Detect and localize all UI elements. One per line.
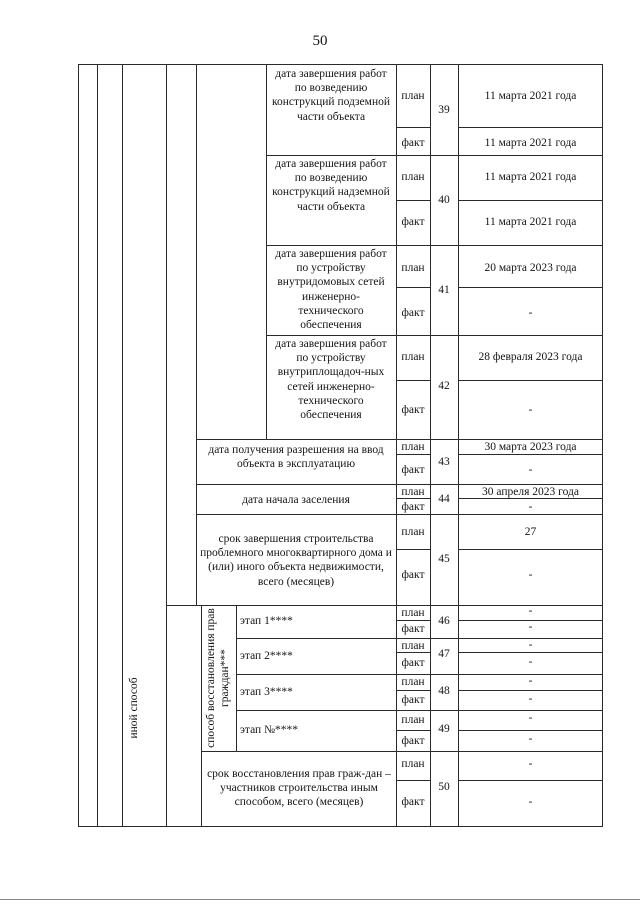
planfact-line	[458, 287, 603, 288]
fact-value: -	[528, 733, 533, 745]
plan-value: 20 марта 2023 года	[484, 262, 577, 274]
planfact-line	[458, 690, 603, 691]
fact-value: -	[528, 656, 533, 668]
plan-value: 30 марта 2023 года	[484, 441, 577, 453]
planfact-line	[458, 200, 603, 201]
row-line	[266, 335, 603, 336]
plan-label: план	[401, 758, 425, 770]
plan-value: 11 марта 2021 года	[484, 90, 577, 102]
plan-value: 11 марта 2021 года	[484, 171, 577, 183]
col-line	[166, 64, 167, 826]
fact-value: -	[528, 621, 533, 633]
fact-label: факт	[401, 404, 425, 416]
fact-label: факт	[401, 569, 425, 581]
planfact-line	[396, 200, 430, 201]
fact-label: факт	[401, 657, 425, 669]
row-number: 39	[438, 104, 450, 116]
plan-label: план	[401, 90, 425, 102]
stage-label: этап №****	[240, 724, 299, 736]
row-line	[201, 751, 603, 752]
col-line	[196, 64, 197, 605]
plan-value: -	[528, 675, 533, 687]
plan-value: -	[528, 639, 533, 651]
border-left	[78, 64, 79, 826]
planfact-line	[458, 127, 603, 128]
page-number: 50	[312, 33, 328, 49]
plan-label: план	[401, 676, 425, 688]
col-line	[236, 605, 237, 751]
row-number: 45	[438, 553, 450, 565]
planfact-line	[396, 380, 430, 381]
row-label: срок восстановления прав граж-дан – участников строительства иным способом, всего (месяцев)	[207, 768, 391, 809]
fact-value: -	[528, 307, 533, 319]
row-label: дата завершения работ по возведению конструкций надземной части объекта	[272, 158, 390, 213]
fact-label: факт	[401, 796, 425, 808]
stage-label: этап 3****	[240, 686, 293, 698]
fact-label: факт	[401, 735, 425, 747]
planfact-line	[458, 780, 603, 781]
plan-label: план	[401, 526, 425, 538]
border-bottom	[78, 826, 603, 827]
col-line	[97, 64, 98, 826]
fact-label: факт	[401, 694, 425, 706]
fact-value: -	[528, 693, 533, 705]
row-line	[266, 245, 603, 246]
col-line	[201, 605, 202, 826]
border-top	[78, 64, 603, 65]
plan-label: план	[401, 640, 425, 652]
fact-value: -	[528, 501, 533, 513]
row-label: дата завершения работ по устройству внутриплощадоч-ных сетей инженерно-технического обеспечения	[275, 338, 387, 422]
plan-label: план	[401, 486, 425, 498]
fact-value: -	[528, 404, 533, 416]
fact-value: -	[528, 569, 533, 581]
fact-value: -	[528, 464, 533, 476]
planfact-line	[396, 287, 430, 288]
planfact-line	[396, 549, 430, 550]
plan-label: план	[401, 171, 425, 183]
plan-value: 28 февраля 2023 года	[478, 351, 583, 363]
row-line	[266, 155, 603, 156]
row-number: 50	[438, 781, 450, 793]
planfact-line	[396, 690, 430, 691]
plan-value: 27	[524, 526, 537, 538]
row-number: 48	[438, 685, 450, 697]
row-number: 42	[438, 380, 450, 392]
plan-value: -	[528, 605, 533, 617]
planfact-line	[396, 127, 430, 128]
plan-value: 30 апреля 2023 года	[482, 486, 579, 498]
row-number: 49	[438, 723, 450, 735]
row-number: 46	[438, 615, 450, 627]
fact-label: факт	[401, 464, 425, 476]
row-label: срок завершения строительства проблемного многоквартирного дома и (или) иного объекта недвижимости, всего (месяцев)	[200, 533, 392, 588]
planfact-line	[396, 730, 430, 731]
planfact-line	[458, 730, 603, 731]
fact-label: факт	[401, 216, 425, 228]
stage-label: этап 2****	[240, 650, 293, 662]
row-number: 43	[438, 456, 450, 468]
planfact-line	[396, 780, 430, 781]
col-line	[266, 64, 267, 439]
fact-value: 11 марта 2021 года	[484, 137, 577, 149]
planfact-line	[458, 549, 603, 550]
row-label: дата начала заселения	[242, 494, 350, 506]
fact-label: факт	[401, 137, 425, 149]
plan-label: план	[401, 714, 425, 726]
stage-label: этап 1****	[240, 615, 293, 627]
row-number: 47	[438, 648, 450, 660]
fact-label: факт	[401, 501, 425, 513]
plan-value: -	[528, 758, 533, 770]
row-number: 41	[438, 284, 450, 296]
plan-label: план	[401, 351, 425, 363]
row-label: дата завершения работ по возведению конструкций подземной части объекта	[272, 68, 390, 123]
fact-label: факт	[401, 307, 425, 319]
planfact-line	[458, 380, 603, 381]
row-label: дата завершения работ по устройству внутридомовых сетей инженерно-технического обеспечения	[275, 248, 387, 332]
fact-label: факт	[401, 623, 425, 635]
plan-label: план	[401, 262, 425, 274]
fact-value: -	[528, 796, 533, 808]
plan-label: план	[401, 607, 425, 619]
col-line	[430, 64, 431, 826]
plan-value: -	[528, 712, 533, 724]
row-number: 44	[438, 493, 450, 505]
plan-label: план	[401, 441, 425, 453]
group-label-other-method: иной способ	[128, 677, 140, 739]
group-label-restoration-method: способ восстановления прав граждан***	[205, 608, 231, 748]
row-label: дата получения разрешения на ввод объекта в эксплуатацию	[208, 444, 384, 471]
row-number: 40	[438, 194, 450, 206]
page-bottom-rule	[0, 899, 640, 900]
fact-value: 11 марта 2021 года	[484, 216, 577, 228]
col-line	[122, 64, 123, 826]
